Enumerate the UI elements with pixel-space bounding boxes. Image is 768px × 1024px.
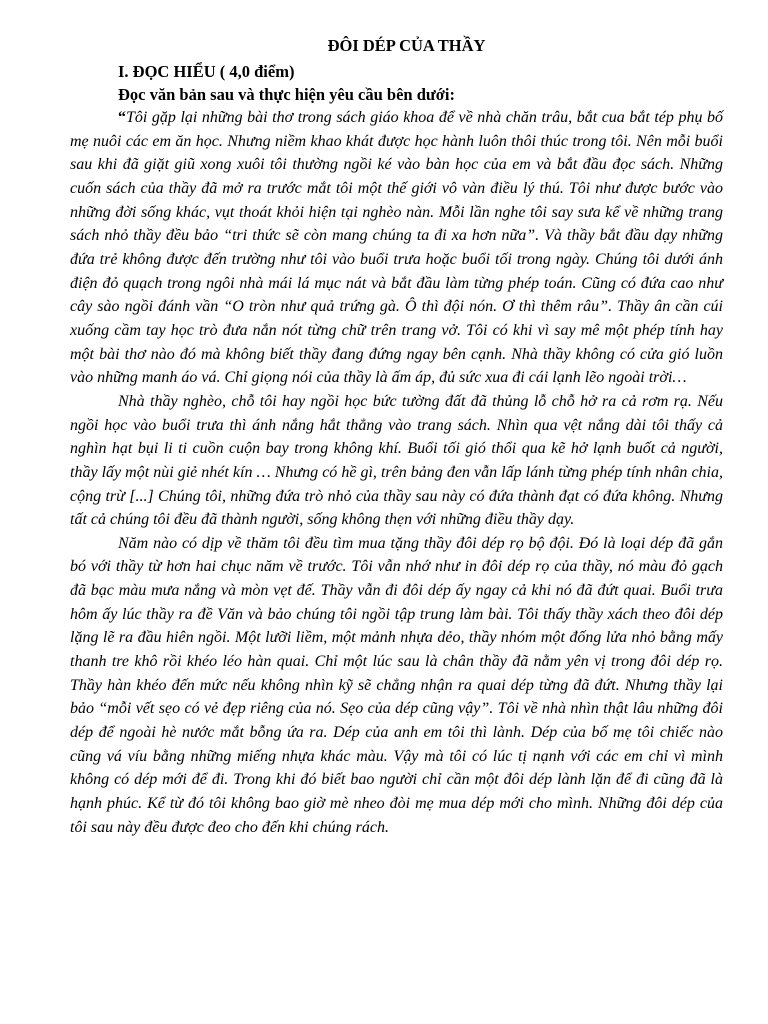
- passage-paragraph-1: [70, 106, 723, 390]
- passage-paragraph-2: [70, 390, 723, 532]
- document-page: [70, 36, 723, 839]
- document-title: ĐÔI DÉP CỦA THẦY: [327, 36, 486, 55]
- section-heading: I. ĐỌC HIỂU ( 4,0 điểm): [118, 62, 295, 81]
- paragraph-3-text: Năm nào có dịp về thăm tôi đều tìm mua tặng thầy đôi dép rọ bộ đội. Đó là loại dép đã gắn bó với thầy từ hơn hai chục năm về trước. Tôi vẫn nhớ như in đôi dép rọ của thầy, nó màu đỏ gạch đã bạc màu mưa nắng và mòn vẹt đế. Thầy vẫn đi đôi dép ấy ngay cả khi nó đã đứt quai. Buổi trưa hôm ấy lúc thầy ra đề Văn và bảo chúng tôi ngồi tập trung làm bài. Tôi thấy thầy xách theo đôi dép lặng lẽ ra đầu hiên ngồi. Một lưỡi liềm, một mảnh nhựa dẻo, thầy nhóm một đống lửa nhỏ bằng mấy thanh tre khô rồi khéo léo hàn quai. Chỉ một lúc sau là chân thầy đã nằm yên vị trong đôi dép rọ. Thầy hàn khéo đến mức nếu không nhìn kỹ sẽ chẳng nhận ra quai dép từng đã đứt. Nhưng thầy lại bảo “mỗi vết sẹo có vẻ đẹp riêng của nó. Sẹo của dép cũng vậy”. Tôi về nhà nhìn thật lâu những đôi dép để ngoài hè nước mắt bỗng ứa ra. Dép của anh em tôi thì lành. Dép của bố mẹ tôi chiếc nào cũng vá víu bằng những miếng nhựa khác màu. Vậy mà tôi có lúc tị nạnh với các em chỉ vì mình không có dép mới để đi. Trong khi đó biết bao người chỉ cần một đôi dép lành lặn để đi cũng đã là hạnh phúc. Kể từ đó tôi không bao giờ mè nheo đòi mẹ mua dép mới cho mình. Những đôi dép của tôi sau này đều được đeo cho đến khi chúng rách.: [70, 534, 723, 836]
- opening-quote-mark: “: [118, 109, 126, 126]
- paragraph-2-text: Nhà thầy nghèo, chỗ tôi hay ngồi học bức tường đất đã thủng lỗ chỗ hở ra cả rơm rạ. Nếu ngồi học vào buổi trưa thì ánh nắng hắt thẳng vào trang sách. Nhìn qua vệt nắng dài tôi thấy cả nghìn hạt bụi li ti cuồn cuộn bay trong không khí. Buổi tối gió thổi qua kẽ hở lạnh buốt cả người, thầy lấy một nùi giẻ nhét kín … Nhưng có hề gì, trên bảng đen vẫn lấp lánh từng phép tính nhân chia, cộng trừ [...] Chúng tôi, những đứa trò nhỏ của thầy sau này có đứa thành đạt có đứa không. Nhưng tất cả chúng tôi đều đã thành người, sống không thẹn với những điều thầy dạy.: [70, 392, 723, 529]
- paragraph-1-text: Tôi gặp lại những bài thơ trong sách giáo khoa để về nhà chăn trâu, bắt cua bắt tép phụ bố mẹ nuôi các em ăn học. Nhưng niềm khao khát được học hành luôn thôi thúc trong tôi. Nên mỗi buổi sau khi đã giặt giũ xong xuôi tôi thường ngồi ké vào bàn học của em và bắt đầu đọc sách. Những cuốn sách của thầy đã mở ra trước mắt tôi một thế giới vô vàn điều lý thú. Tôi như được bước vào những đời sống khác, vụt thoát khỏi hiện tại nghèo nàn. Mỗi lần nghe tôi say sưa kể về những trang sách nhỏ thầy đều bảo “tri thức sẽ còn mang chúng ta đi xa hơn nữa”. Và thầy bắt đầu dạy những đứa trẻ không được đến trường như tôi vào buổi trưa hoặc buổi tối trong ngày. Chúng tôi dưới ánh điện đỏ quạch trong ngôi nhà mái lá mục nát và bắt đầu làm từng phép toán. Cũng có đứa cao như cây sào ngồi đánh vần “O tròn như quả trứng gà. Ô thì đội nón. Ơ thì thêm râu”. Thầy ân cần cúi xuống cầm tay học trò đưa nắn nót từng chữ trên trang vở. Tôi có khi vì say mê một phép tính hay một bài thơ nào đó mà không biết thầy đang đứng ngay bên cạnh. Nhà thầy không có cửa gió luồn vào những manh áo vá. Chỉ giọng nói của thầy là ấm áp, đủ sức xua đi cái lạnh lẽo ngoài trời…: [70, 109, 723, 387]
- reading-instruction: Đọc văn bản sau và thực hiện yêu cầu bên dưới:: [118, 85, 455, 104]
- passage-paragraph-3: [70, 532, 723, 840]
